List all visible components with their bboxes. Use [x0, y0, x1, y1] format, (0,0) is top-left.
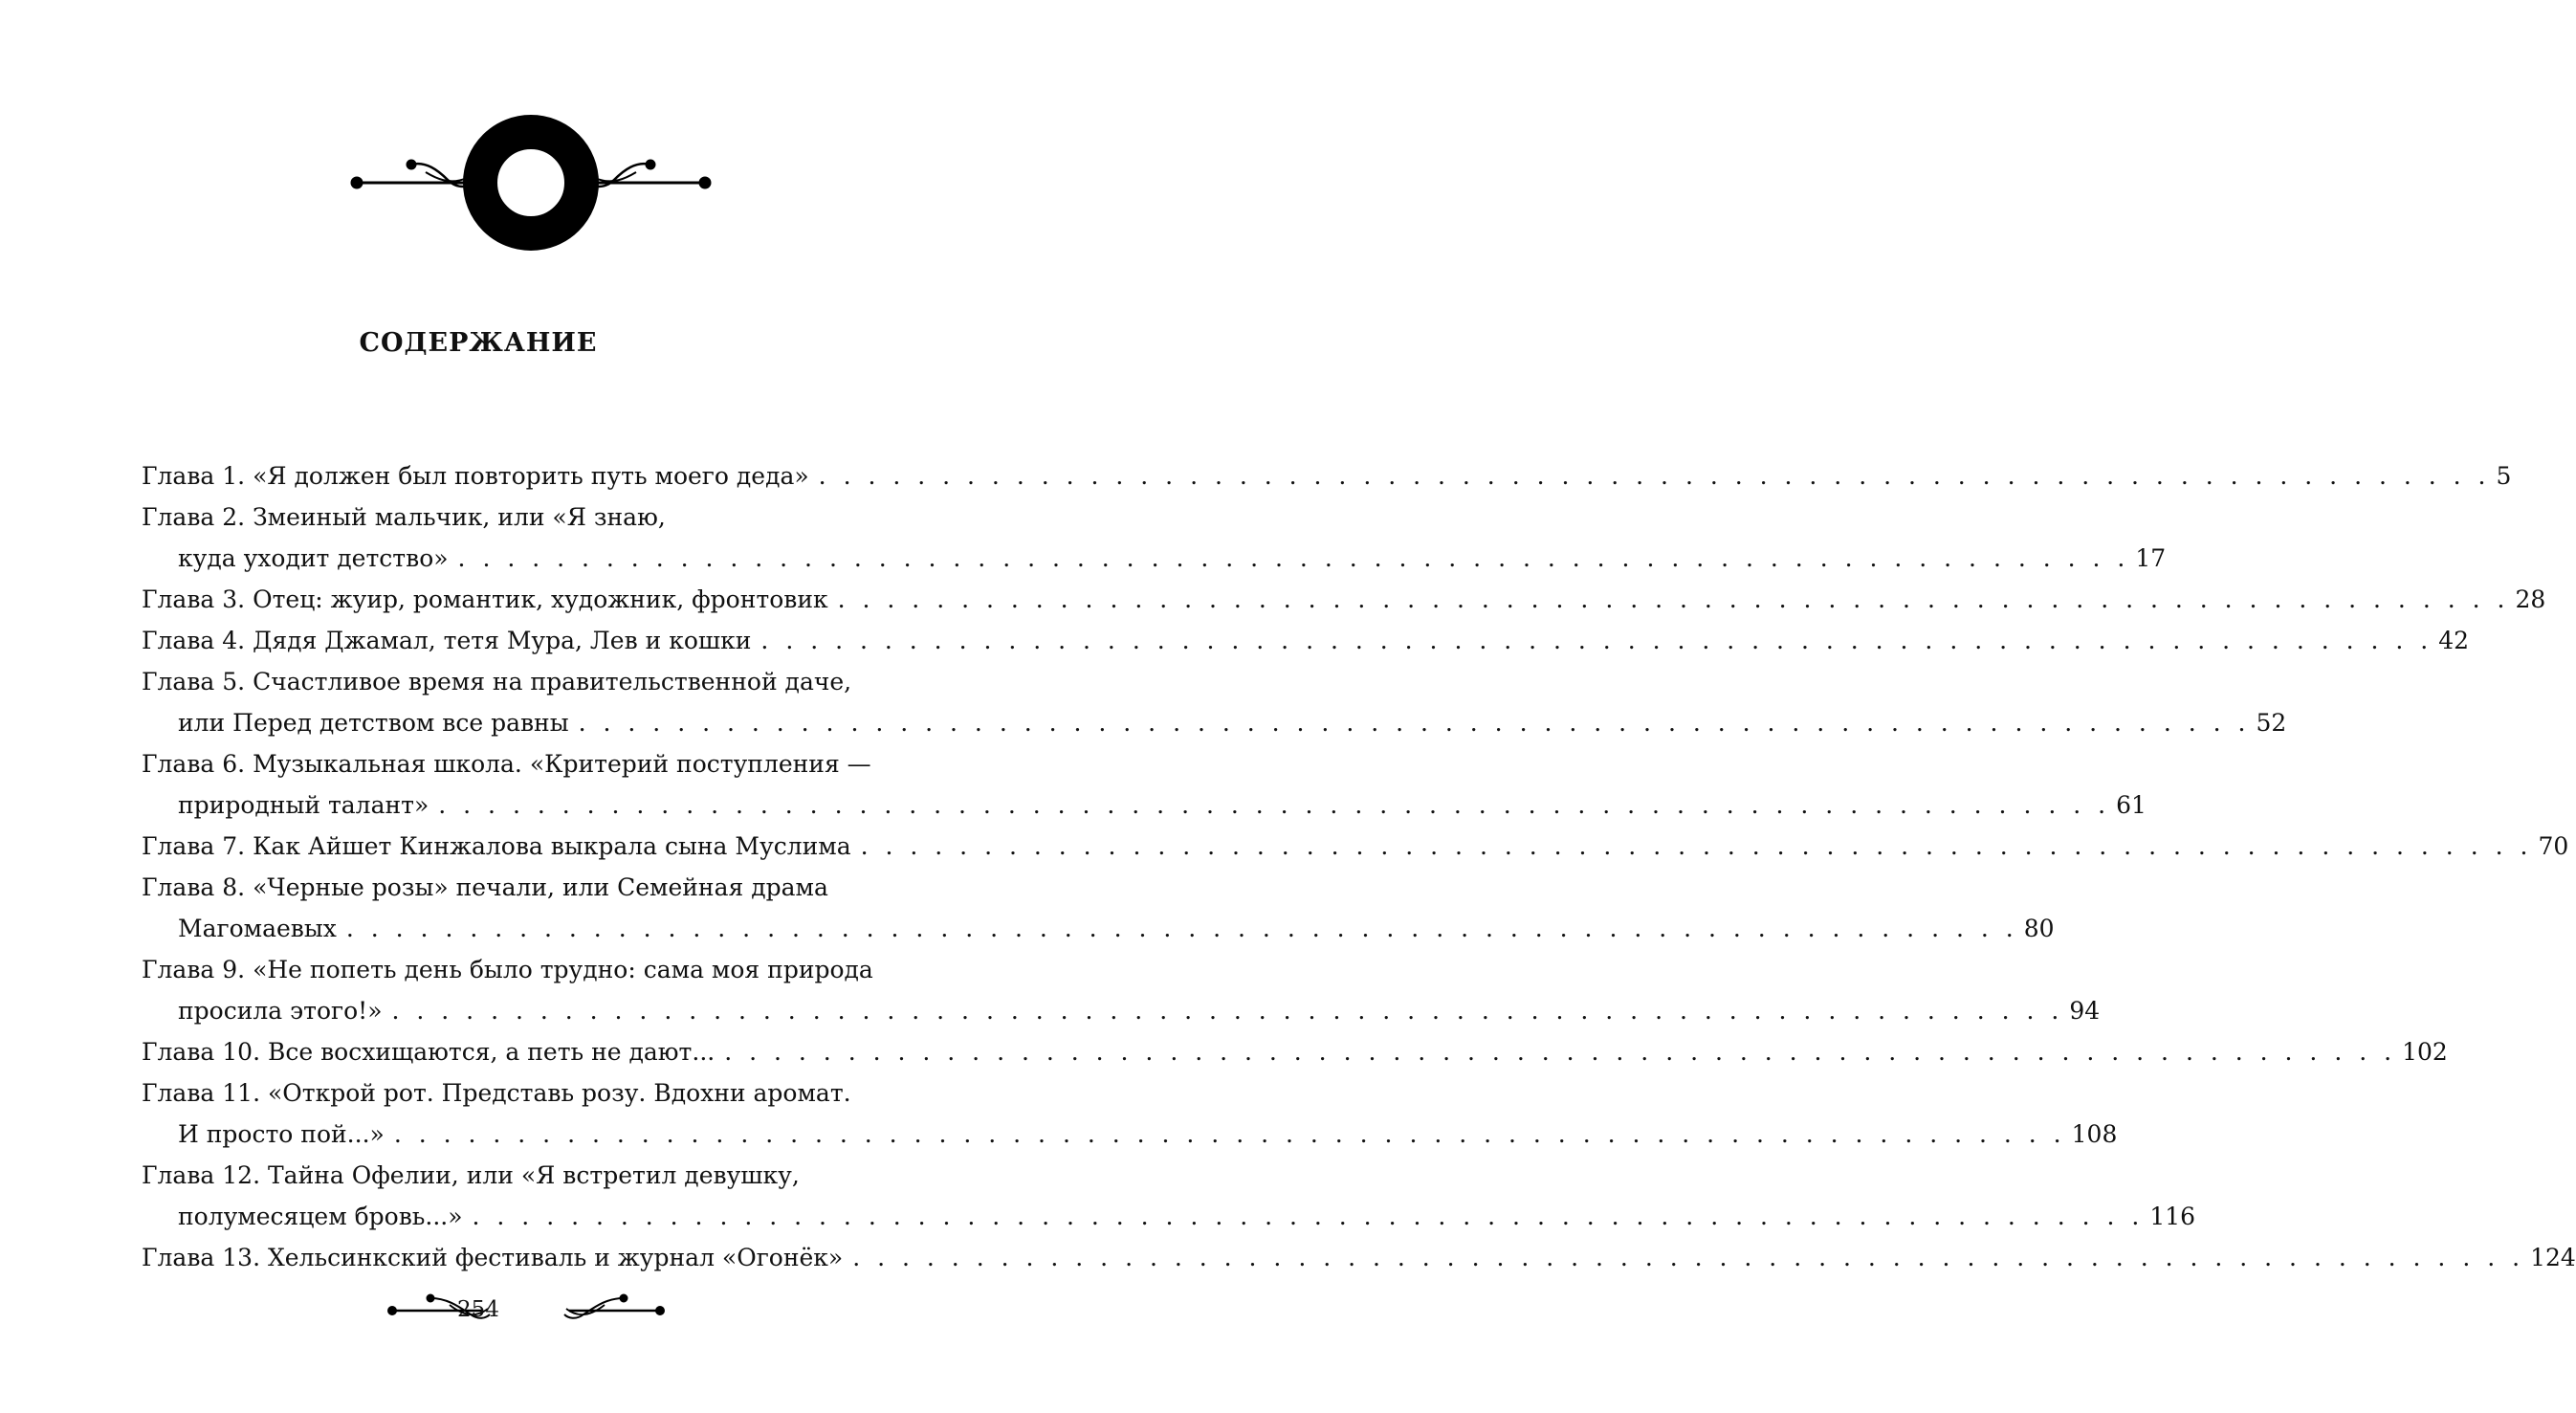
header-ornament	[0, 0, 957, 287]
page-ref: 108	[2071, 1120, 2118, 1148]
chapter-label: Глава 4.	[142, 627, 246, 654]
page-title: СОДЕРЖАНИЕ	[359, 328, 598, 358]
chapter-label: Глава 12.	[142, 1161, 261, 1189]
toc-entry-2-continued[interactable]	[142, 538, 2167, 579]
chapter-title: Счастливое время на правительственной даче,	[253, 668, 852, 695]
leader-dots	[346, 908, 2018, 949]
toc-entry-3[interactable]	[142, 579, 2546, 620]
chapter-label: Глава 2.	[142, 503, 246, 531]
chapter-title: Музыкальная школа. «Критерий поступления —	[253, 750, 871, 778]
toc-entry-8-continued[interactable]	[142, 908, 2055, 949]
leader-dots	[861, 826, 2533, 867]
chapter-label: Глава 6.	[142, 750, 246, 778]
leader-dots	[438, 784, 2110, 826]
leader-dots	[852, 1237, 2524, 1278]
chapter-title: Все восхищаются, а петь не дают...	[267, 1038, 716, 1066]
chapter-title: «Черные розы» печали, или Семейная драма	[253, 873, 828, 901]
chapter-title: «Не попеть день было трудно: сама моя природа	[253, 956, 873, 983]
page-ref: 94	[2069, 997, 2101, 1025]
page-ref: 124	[2530, 1244, 2576, 1271]
chapter-title: Как Айшет Кинжалова выкрала сына Муслима	[253, 832, 851, 860]
chapter-title: Хельсинкский фестиваль и журнал «Огонёк»	[267, 1244, 844, 1271]
page-ref: 70	[2538, 832, 2569, 860]
page-ref: 80	[2023, 915, 2055, 942]
chapter-title: Тайна Офелии, или «Я встретил девушку,	[267, 1161, 800, 1189]
toc-entry-7[interactable]	[142, 826, 2569, 867]
toc-entry-6[interactable]	[142, 743, 911, 784]
leader-dots	[838, 579, 2510, 620]
page-ref: 52	[2256, 709, 2287, 737]
chapter-title: «Открой рот. Представь розу. Вдохни аромат.	[267, 1079, 851, 1107]
page-ref: 61	[2116, 791, 2147, 819]
left-flourish-icon	[351, 160, 478, 188]
chapter-label: Глава 5.	[142, 668, 246, 695]
chapter-label: Глава 13.	[142, 1244, 261, 1271]
toc-entry-5-continued[interactable]	[142, 702, 2287, 743]
toc-entry-4[interactable]	[142, 620, 2470, 661]
chapter-label: Глава 8.	[142, 873, 246, 901]
chapter-label: Глава 9.	[142, 956, 246, 983]
toc-entry-9-continued[interactable]	[142, 990, 2101, 1031]
chapter-title: Змеиный мальчик, или «Я знаю,	[253, 503, 666, 531]
chapter-title: «Я должен был повторить путь моего деда»	[253, 462, 809, 490]
toc-entry-1[interactable]	[142, 455, 2512, 497]
toc-entry-2[interactable]	[142, 497, 911, 538]
ring-ornament-icon	[480, 132, 582, 233]
toc-entry-5[interactable]	[142, 661, 911, 702]
leader-dots	[394, 1114, 2066, 1155]
chapter-label: Глава 10.	[142, 1038, 261, 1066]
chapter-label: Глава 7.	[142, 832, 246, 860]
leader-dots	[458, 538, 2130, 579]
leader-dots	[819, 455, 2491, 497]
toc-entry-13[interactable]	[142, 1237, 2576, 1278]
page-ref: 102	[2402, 1038, 2448, 1066]
table-of-contents	[142, 455, 2576, 1278]
chapter-title: Дядя Джамал, тетя Мура, Лев и кошки	[253, 627, 752, 654]
toc-entry-12-continued[interactable]	[142, 1196, 2196, 1237]
chapter-title-continuation: И просто пой...»	[178, 1120, 385, 1148]
leader-dots	[473, 1196, 2145, 1237]
toc-entry-9[interactable]	[142, 949, 911, 990]
chapter-title-continuation: или Перед детством все равны	[178, 709, 569, 737]
toc-entry-8[interactable]	[142, 867, 911, 908]
leader-dots	[392, 990, 2064, 1031]
chapter-title-continuation: просила этого!»	[178, 997, 383, 1025]
right-flourish-icon	[583, 160, 711, 188]
toc-entry-12[interactable]	[142, 1155, 911, 1196]
page-number: 254	[457, 1297, 499, 1322]
page-ref: 116	[2149, 1203, 2196, 1230]
toc-entry-6-continued[interactable]	[142, 784, 2147, 826]
chapter-label: Глава 11.	[142, 1079, 261, 1107]
toc-entry-11-continued[interactable]	[142, 1114, 2118, 1155]
leader-dots	[724, 1031, 2396, 1072]
chapter-title-continuation: полумесяцем бровь...»	[178, 1203, 463, 1230]
chapter-label: Глава 3.	[142, 585, 246, 613]
page-ref: 28	[2515, 585, 2546, 613]
page-ref: 17	[2135, 544, 2167, 572]
page-ref: 5	[2496, 462, 2512, 490]
toc-entry-10[interactable]	[142, 1031, 2448, 1072]
page-ref: 42	[2438, 627, 2470, 654]
chapter-title-continuation: Магомаевых	[178, 915, 337, 942]
toc-entry-11[interactable]	[142, 1072, 911, 1114]
chapter-label: Глава 1.	[142, 462, 246, 490]
chapter-title-continuation: куда уходит детство»	[178, 544, 449, 572]
leader-dots	[760, 620, 2433, 661]
leader-dots	[579, 702, 2251, 743]
chapter-title: Отец: жуир, романтик, художник, фронтовик	[253, 585, 828, 613]
chapter-title-continuation: природный талант»	[178, 791, 429, 819]
